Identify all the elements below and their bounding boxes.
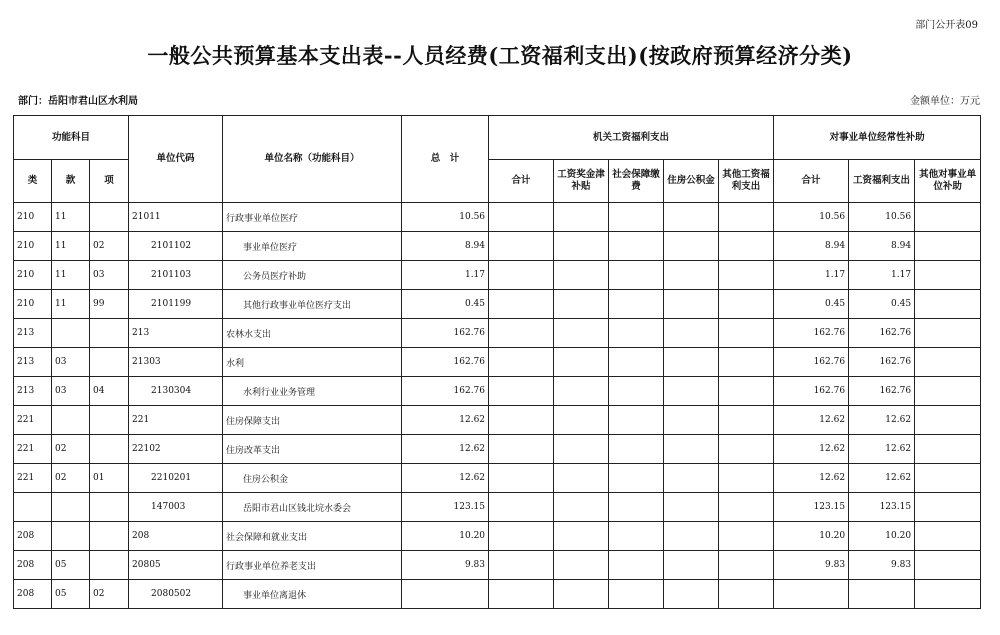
cell-pub-total: 12.62 — [774, 435, 849, 464]
header-org-total: 合计 — [489, 160, 554, 203]
cell-org-total — [489, 493, 554, 522]
cell-name: 农林水支出 — [223, 319, 402, 348]
cell-pub-other — [915, 377, 981, 406]
cell-name: 行政事业单位养老支出 — [223, 551, 402, 580]
cell-name: 事业单位医疗 — [223, 232, 402, 261]
cell-total: 1.17 — [402, 261, 489, 290]
cell-org-wage — [554, 203, 609, 232]
header-org-other: 其他工资福利支出 — [719, 160, 774, 203]
cell-org-wage — [554, 551, 609, 580]
cell-pub-total: 0.45 — [774, 290, 849, 319]
cell-xiang — [90, 493, 129, 522]
cell-pub-wage: 123.15 — [849, 493, 915, 522]
cell-org-social — [609, 435, 664, 464]
cell-org-other — [719, 493, 774, 522]
cell-name: 住房改革支出 — [223, 435, 402, 464]
cell-kuan: 03 — [52, 348, 90, 377]
cell-kuan: 03 — [52, 377, 90, 406]
cell-pub-wage: 12.62 — [849, 406, 915, 435]
table-row — [14, 377, 981, 406]
cell-pub-total: 10.20 — [774, 522, 849, 551]
header-pub-group: 对事业单位经常性补助 — [774, 116, 981, 160]
cell-org-wage — [554, 580, 609, 609]
cell-xiang — [90, 435, 129, 464]
cell-org-wage — [554, 493, 609, 522]
cell-org-total — [489, 551, 554, 580]
cell-pub-other — [915, 580, 981, 609]
cell-lei: 208 — [14, 551, 52, 580]
cell-code: 2210201 — [129, 464, 223, 493]
cell-xiang — [90, 551, 129, 580]
cell-kuan — [52, 493, 90, 522]
cell-pub-total: 9.83 — [774, 551, 849, 580]
cell-kuan: 11 — [52, 290, 90, 319]
cell-org-total — [489, 290, 554, 319]
cell-pub-other — [915, 464, 981, 493]
cell-lei: 210 — [14, 232, 52, 261]
cell-pub-other — [915, 493, 981, 522]
cell-org-social — [609, 203, 664, 232]
cell-org-housing — [664, 493, 719, 522]
cell-org-social — [609, 493, 664, 522]
table-row — [14, 232, 981, 261]
cell-pub-wage: 0.45 — [849, 290, 915, 319]
cell-name: 水利 — [223, 348, 402, 377]
cell-total: 10.56 — [402, 203, 489, 232]
header-xiang: 项 — [90, 160, 129, 203]
cell-org-social — [609, 522, 664, 551]
table-row — [14, 435, 981, 464]
cell-lei: 208 — [14, 522, 52, 551]
cell-org-housing — [664, 435, 719, 464]
cell-org-other — [719, 435, 774, 464]
cell-org-other — [719, 203, 774, 232]
cell-org-social — [609, 377, 664, 406]
table-row — [14, 406, 981, 435]
cell-pub-other — [915, 348, 981, 377]
cell-code: 21303 — [129, 348, 223, 377]
cell-org-wage — [554, 435, 609, 464]
cell-pub-wage: 8.94 — [849, 232, 915, 261]
cell-code: 22102 — [129, 435, 223, 464]
cell-pub-other — [915, 435, 981, 464]
cell-org-wage — [554, 290, 609, 319]
cell-code: 20805 — [129, 551, 223, 580]
cell-org-wage — [554, 319, 609, 348]
cell-org-housing — [664, 522, 719, 551]
header-func-subject: 功能科目 — [14, 116, 129, 160]
cell-pub-wage: 10.56 — [849, 203, 915, 232]
cell-pub-total: 1.17 — [774, 261, 849, 290]
cell-xiang: 99 — [90, 290, 129, 319]
cell-org-housing — [664, 464, 719, 493]
cell-code: 208 — [129, 522, 223, 551]
cell-lei: 221 — [14, 406, 52, 435]
cell-code: 2101199 — [129, 290, 223, 319]
cell-lei: 210 — [14, 261, 52, 290]
cell-kuan — [52, 319, 90, 348]
cell-total — [402, 580, 489, 609]
cell-name: 社会保障和就业支出 — [223, 522, 402, 551]
cell-kuan — [52, 522, 90, 551]
table-row — [14, 464, 981, 493]
cell-org-wage — [554, 522, 609, 551]
cell-org-other — [719, 464, 774, 493]
cell-pub-total: 10.56 — [774, 203, 849, 232]
cell-xiang: 01 — [90, 464, 129, 493]
cell-lei: 208 — [14, 580, 52, 609]
cell-xiang — [90, 348, 129, 377]
cell-org-housing — [664, 203, 719, 232]
cell-pub-wage: 9.83 — [849, 551, 915, 580]
cell-org-housing — [664, 406, 719, 435]
cell-code: 147003 — [129, 493, 223, 522]
cell-org-housing — [664, 232, 719, 261]
cell-xiang — [90, 406, 129, 435]
cell-pub-other — [915, 203, 981, 232]
cell-org-total — [489, 203, 554, 232]
cell-lei: 210 — [14, 290, 52, 319]
cell-xiang — [90, 203, 129, 232]
cell-total: 9.83 — [402, 551, 489, 580]
cell-org-wage — [554, 406, 609, 435]
cell-name: 其他行政事业单位医疗支出 — [223, 290, 402, 319]
cell-pub-total: 12.62 — [774, 464, 849, 493]
cell-total: 12.62 — [402, 435, 489, 464]
header-org-social: 社会保障缴费 — [609, 160, 664, 203]
cell-kuan — [52, 406, 90, 435]
cell-kuan: 11 — [52, 203, 90, 232]
cell-org-housing — [664, 377, 719, 406]
cell-kuan: 11 — [52, 261, 90, 290]
cell-org-other — [719, 551, 774, 580]
cell-pub-total: 162.76 — [774, 319, 849, 348]
cell-xiang: 03 — [90, 261, 129, 290]
cell-org-other — [719, 319, 774, 348]
cell-total: 123.15 — [402, 493, 489, 522]
cell-pub-total: 8.94 — [774, 232, 849, 261]
cell-name: 住房保障支出 — [223, 406, 402, 435]
table-row — [14, 580, 981, 609]
page-title: 一般公共预算基本支出表--人员经费(工资福利支出)(按政府预算经济分类) — [147, 43, 853, 68]
cell-org-housing — [664, 290, 719, 319]
cell-org-other — [719, 522, 774, 551]
cell-pub-other — [915, 261, 981, 290]
table-row — [14, 493, 981, 522]
cell-org-wage — [554, 377, 609, 406]
cell-xiang — [90, 319, 129, 348]
cell-total: 162.76 — [402, 348, 489, 377]
table-row — [14, 522, 981, 551]
cell-org-total — [489, 464, 554, 493]
cell-lei: 213 — [14, 377, 52, 406]
cell-name: 行政事业单位医疗 — [223, 203, 402, 232]
cell-pub-other — [915, 232, 981, 261]
cell-code: 21011 — [129, 203, 223, 232]
cell-org-other — [719, 377, 774, 406]
cell-kuan: 02 — [52, 435, 90, 464]
cell-total: 12.62 — [402, 406, 489, 435]
cell-total: 0.45 — [402, 290, 489, 319]
cell-pub-other — [915, 551, 981, 580]
cell-org-other — [719, 348, 774, 377]
cell-org-wage — [554, 348, 609, 377]
cell-lei: 221 — [14, 464, 52, 493]
cell-pub-wage: 162.76 — [849, 348, 915, 377]
cell-org-total — [489, 580, 554, 609]
cell-org-social — [609, 232, 664, 261]
cell-name: 公务员医疗补助 — [223, 261, 402, 290]
cell-org-total — [489, 377, 554, 406]
cell-pub-total: 123.15 — [774, 493, 849, 522]
cell-code: 2101103 — [129, 261, 223, 290]
header-org-group: 机关工资福利支出 — [489, 116, 774, 160]
cell-xiang: 02 — [90, 580, 129, 609]
cell-name: 水利行业业务管理 — [223, 377, 402, 406]
cell-org-total — [489, 261, 554, 290]
table-row — [14, 261, 981, 290]
cell-kuan: 05 — [52, 551, 90, 580]
cell-name: 事业单位离退休 — [223, 580, 402, 609]
cell-org-total — [489, 232, 554, 261]
table-row — [14, 551, 981, 580]
cell-code: 2130304 — [129, 377, 223, 406]
cell-org-housing — [664, 261, 719, 290]
header-pub-total: 合计 — [774, 160, 849, 203]
budget-table — [13, 115, 981, 609]
cell-org-wage — [554, 464, 609, 493]
cell-kuan: 11 — [52, 232, 90, 261]
cell-org-housing — [664, 319, 719, 348]
header-org-wage: 工资奖金津补贴 — [554, 160, 609, 203]
cell-org-total — [489, 319, 554, 348]
cell-name: 住房公积金 — [223, 464, 402, 493]
header-pub-other: 其他对事业单位补助 — [915, 160, 981, 203]
cell-total: 12.62 — [402, 464, 489, 493]
cell-pub-other — [915, 290, 981, 319]
cell-kuan: 02 — [52, 464, 90, 493]
cell-xiang — [90, 522, 129, 551]
cell-org-wage — [554, 261, 609, 290]
cell-org-social — [609, 551, 664, 580]
cell-pub-other — [915, 319, 981, 348]
header-total: 总 计 — [402, 116, 489, 203]
cell-code: 2080502 — [129, 580, 223, 609]
cell-pub-total: 162.76 — [774, 348, 849, 377]
header-unit-name: 单位名称（功能科目） — [223, 116, 402, 203]
department-label: 部门：岳阳市君山区水利局 — [18, 96, 138, 107]
cell-lei: 213 — [14, 348, 52, 377]
cell-org-social — [609, 580, 664, 609]
cell-org-other — [719, 580, 774, 609]
cell-org-other — [719, 406, 774, 435]
cell-org-total — [489, 435, 554, 464]
cell-org-total — [489, 522, 554, 551]
cell-pub-total: 162.76 — [774, 377, 849, 406]
header-unit-code: 单位代码 — [129, 116, 223, 203]
header-kuan: 款 — [52, 160, 90, 203]
cell-lei — [14, 493, 52, 522]
cell-org-social — [609, 319, 664, 348]
cell-org-social — [609, 348, 664, 377]
cell-pub-other — [915, 522, 981, 551]
cell-org-other — [719, 290, 774, 319]
cell-total: 8.94 — [402, 232, 489, 261]
table-row — [14, 290, 981, 319]
cell-org-social — [609, 290, 664, 319]
header-org-housing: 住房公积金 — [664, 160, 719, 203]
cell-code: 213 — [129, 319, 223, 348]
cell-pub-wage — [849, 580, 915, 609]
cell-org-other — [719, 232, 774, 261]
cell-code: 2101102 — [129, 232, 223, 261]
form-number: 部门公开表09 — [915, 20, 978, 31]
cell-org-housing — [664, 348, 719, 377]
header-lei: 类 — [14, 160, 52, 203]
cell-org-social — [609, 464, 664, 493]
cell-org-wage — [554, 232, 609, 261]
cell-pub-wage: 10.20 — [849, 522, 915, 551]
cell-lei: 221 — [14, 435, 52, 464]
cell-org-housing — [664, 580, 719, 609]
cell-org-social — [609, 406, 664, 435]
cell-total: 162.76 — [402, 319, 489, 348]
cell-total: 10.20 — [402, 522, 489, 551]
table-row — [14, 348, 981, 377]
header-pub-wage: 工资福利支出 — [849, 160, 915, 203]
cell-code: 221 — [129, 406, 223, 435]
cell-pub-wage: 162.76 — [849, 319, 915, 348]
cell-pub-wage: 162.76 — [849, 377, 915, 406]
cell-pub-total: 12.62 — [774, 406, 849, 435]
cell-org-housing — [664, 551, 719, 580]
amount-unit-label: 金额单位：万元 — [910, 96, 980, 107]
cell-org-other — [719, 261, 774, 290]
cell-org-social — [609, 261, 664, 290]
table-row — [14, 203, 981, 232]
cell-xiang: 04 — [90, 377, 129, 406]
cell-pub-wage: 12.62 — [849, 435, 915, 464]
table-row — [14, 319, 981, 348]
cell-lei: 210 — [14, 203, 52, 232]
cell-pub-total — [774, 580, 849, 609]
cell-xiang: 02 — [90, 232, 129, 261]
cell-org-total — [489, 348, 554, 377]
cell-kuan: 05 — [52, 580, 90, 609]
cell-lei: 213 — [14, 319, 52, 348]
cell-org-total — [489, 406, 554, 435]
cell-pub-other — [915, 406, 981, 435]
cell-total: 162.76 — [402, 377, 489, 406]
cell-name: 岳阳市君山区钱北垸水委会 — [223, 493, 402, 522]
cell-pub-wage: 1.17 — [849, 261, 915, 290]
cell-pub-wage: 12.62 — [849, 464, 915, 493]
